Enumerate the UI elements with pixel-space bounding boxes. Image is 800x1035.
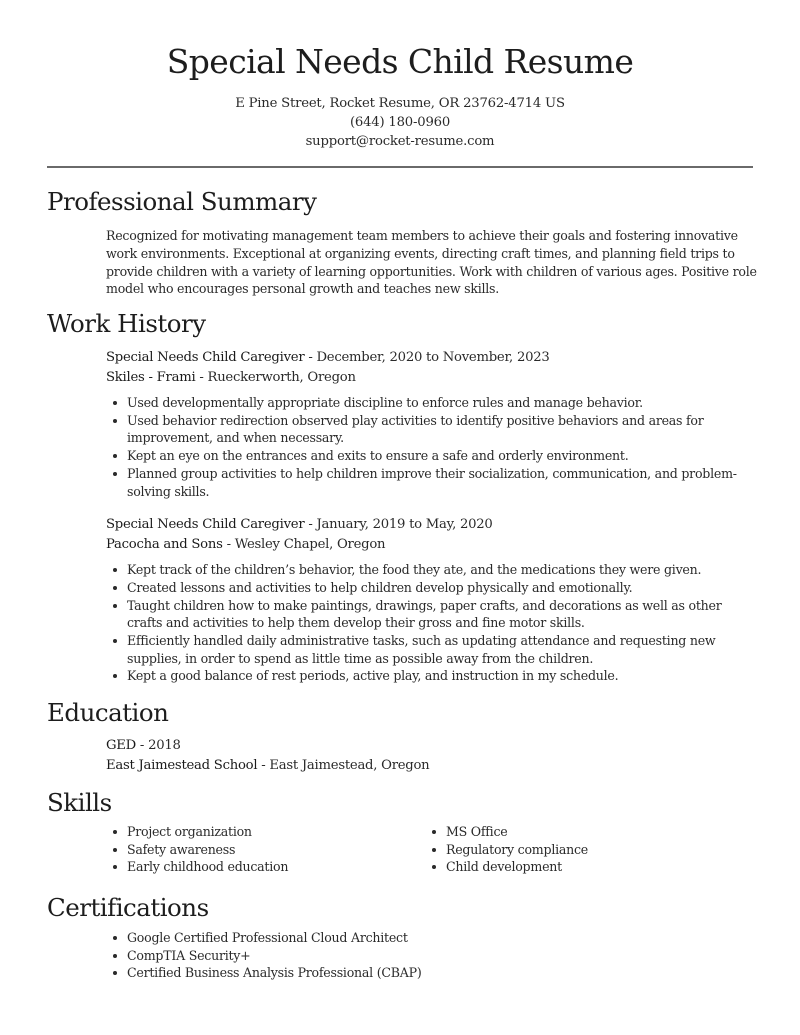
- contact-email: support@rocket-resume.com: [305, 134, 495, 149]
- list-item: [425, 823, 744, 841]
- list-item: [106, 632, 757, 667]
- certifications-list: [106, 929, 757, 982]
- bullet-icon: [113, 848, 117, 852]
- bullet-icon: [113, 586, 117, 590]
- education-entry: [47, 736, 757, 776]
- section-title-skills: Skills: [47, 788, 112, 817]
- education-location: - East Jaimestead, Oregon: [257, 758, 430, 773]
- contact-info: [0, 94, 800, 151]
- job-position: Special Needs Child Caregiver: [106, 350, 305, 365]
- section-title-work-history: Work History: [47, 309, 206, 338]
- bullet-text: Kept an eye on the entrances and exits to ensure a safe and orderly environment.: [127, 448, 629, 464]
- education-year: - 2018: [135, 738, 181, 753]
- bullet-icon: [432, 848, 436, 852]
- list-item: [106, 412, 757, 447]
- list-item: [106, 597, 757, 632]
- bullet-icon: [113, 472, 117, 476]
- job-bullets: [106, 561, 757, 685]
- list-item: [106, 858, 425, 876]
- bullet-icon: [113, 454, 117, 458]
- section-education: [47, 697, 757, 776]
- bullet-icon: [432, 830, 436, 834]
- bullet-text: Kept a good balance of rest periods, active play, and instruction in my schedule.: [127, 668, 619, 684]
- bullet-icon: [113, 674, 117, 678]
- list-item: [425, 841, 744, 859]
- resume-header: [0, 0, 800, 151]
- section-work-history: [47, 308, 757, 685]
- certification-text: Google Certified Professional Cloud Architect: [127, 930, 408, 945]
- bullet-text: Created lessons and activities to help children develop physically and emotionally.: [127, 579, 633, 595]
- bullet-icon: [113, 401, 117, 405]
- skills-column-1: [106, 823, 425, 876]
- list-item: [425, 858, 744, 876]
- job-bullets: [106, 394, 757, 500]
- section-professional-summary: [47, 186, 757, 298]
- section-title-education: Education: [47, 698, 169, 727]
- bullet-icon: [432, 865, 436, 869]
- job-entry: [47, 515, 757, 685]
- header-divider: [47, 166, 753, 168]
- education-school: East Jaimestead School: [106, 758, 258, 773]
- skill-text: Regulatory compliance: [446, 841, 588, 857]
- job-title-line: [106, 515, 757, 535]
- bullet-text: Efficiently handled daily administrative tasks, such as updating attendance and requesting new supplies, in order to spend as little time as possible away from the children.: [127, 633, 716, 666]
- skill-text: Project organization: [127, 824, 252, 839]
- skills-column-2: [425, 823, 744, 876]
- bullet-icon: [113, 830, 117, 834]
- bullet-text: Taught children how to make paintings, drawings, paper crafts, and decorations as well as other crafts and activities to help them develop their gross and fine motor skills.: [127, 597, 722, 631]
- contact-address: E Pine Street, Rocket Resume, OR 23762-4714 US: [235, 96, 565, 111]
- list-item: [106, 561, 757, 579]
- bullet-icon: [113, 604, 117, 608]
- bullet-icon: [113, 936, 117, 940]
- skill-text: Safety awareness: [127, 841, 236, 857]
- job-employer: Pacocha and Sons: [106, 537, 223, 553]
- job-employer: Skiles - Frami: [106, 370, 196, 385]
- education-degree-line: [106, 736, 757, 756]
- certification-text: Certified Business Analysis Professional (CBAP): [127, 965, 422, 981]
- bullet-text: Used behavior redirection observed play activities to identify positive behaviors and areas for improvement, and when necessary.: [127, 412, 704, 446]
- list-item: [106, 579, 757, 597]
- job-location: - Rueckerworth, Oregon: [195, 370, 356, 385]
- section-title-summary: Professional Summary: [47, 187, 317, 216]
- skills-grid: [106, 823, 757, 876]
- bullet-icon: [113, 865, 117, 869]
- bullet-text: Planned group activities to help children improve their socialization, communication, and problem-solving skills.: [127, 465, 737, 499]
- certification-text: CompTIA Security+: [127, 947, 251, 963]
- job-title-line: [106, 348, 757, 368]
- education-school-line: [106, 756, 757, 776]
- list-item: [106, 465, 757, 500]
- job-position: Special Needs Child Caregiver: [106, 517, 305, 533]
- bullet-icon: [113, 568, 117, 572]
- skill-text: Early childhood education: [127, 859, 289, 875]
- section-certifications: [47, 892, 757, 982]
- job-dates: - January, 2019 to May, 2020: [304, 517, 493, 533]
- list-item: [106, 823, 425, 841]
- section-skills: [47, 787, 757, 876]
- job-employer-line: [106, 368, 757, 388]
- job-location: - Wesley Chapel, Oregon: [222, 537, 386, 553]
- section-title-certifications: Certifications: [47, 893, 209, 922]
- list-item: [106, 394, 757, 412]
- bullet-icon: [113, 971, 117, 975]
- skill-text: MS Office: [446, 824, 508, 839]
- bullet-icon: [113, 954, 117, 958]
- list-item: [106, 841, 425, 859]
- bullet-text: Used developmentally appropriate discipline to enforce rules and manage behavior.: [127, 395, 643, 410]
- bullet-icon: [113, 639, 117, 643]
- bullet-icon: [113, 419, 117, 423]
- job-dates: - December, 2020 to November, 2023: [304, 350, 550, 365]
- resume-title: Special Needs Child Resume: [166, 42, 634, 81]
- contact-phone: (644) 180-0960: [349, 115, 451, 130]
- bullet-text: Kept track of the children’s behavior, the food they ate, and the medications they were given.: [127, 562, 702, 578]
- job-entry: [47, 348, 757, 500]
- list-item: [106, 447, 757, 465]
- skill-text: Child development: [446, 859, 562, 875]
- education-degree: GED: [106, 738, 136, 753]
- job-employer-line: [106, 535, 757, 555]
- list-item: [106, 929, 757, 947]
- list-item: [106, 947, 757, 965]
- list-item: [106, 964, 757, 982]
- summary-text: Recognized for motivating management team members to achieve their goals and fostering innovative work environments. Exceptional at organizing events, directing craft times, and planning field trips to provide children with a variety of learning opportunities. Work with children of various ages. Positive role model who encourages personal growth and teaches new skills.: [106, 228, 757, 297]
- list-item: [106, 667, 757, 685]
